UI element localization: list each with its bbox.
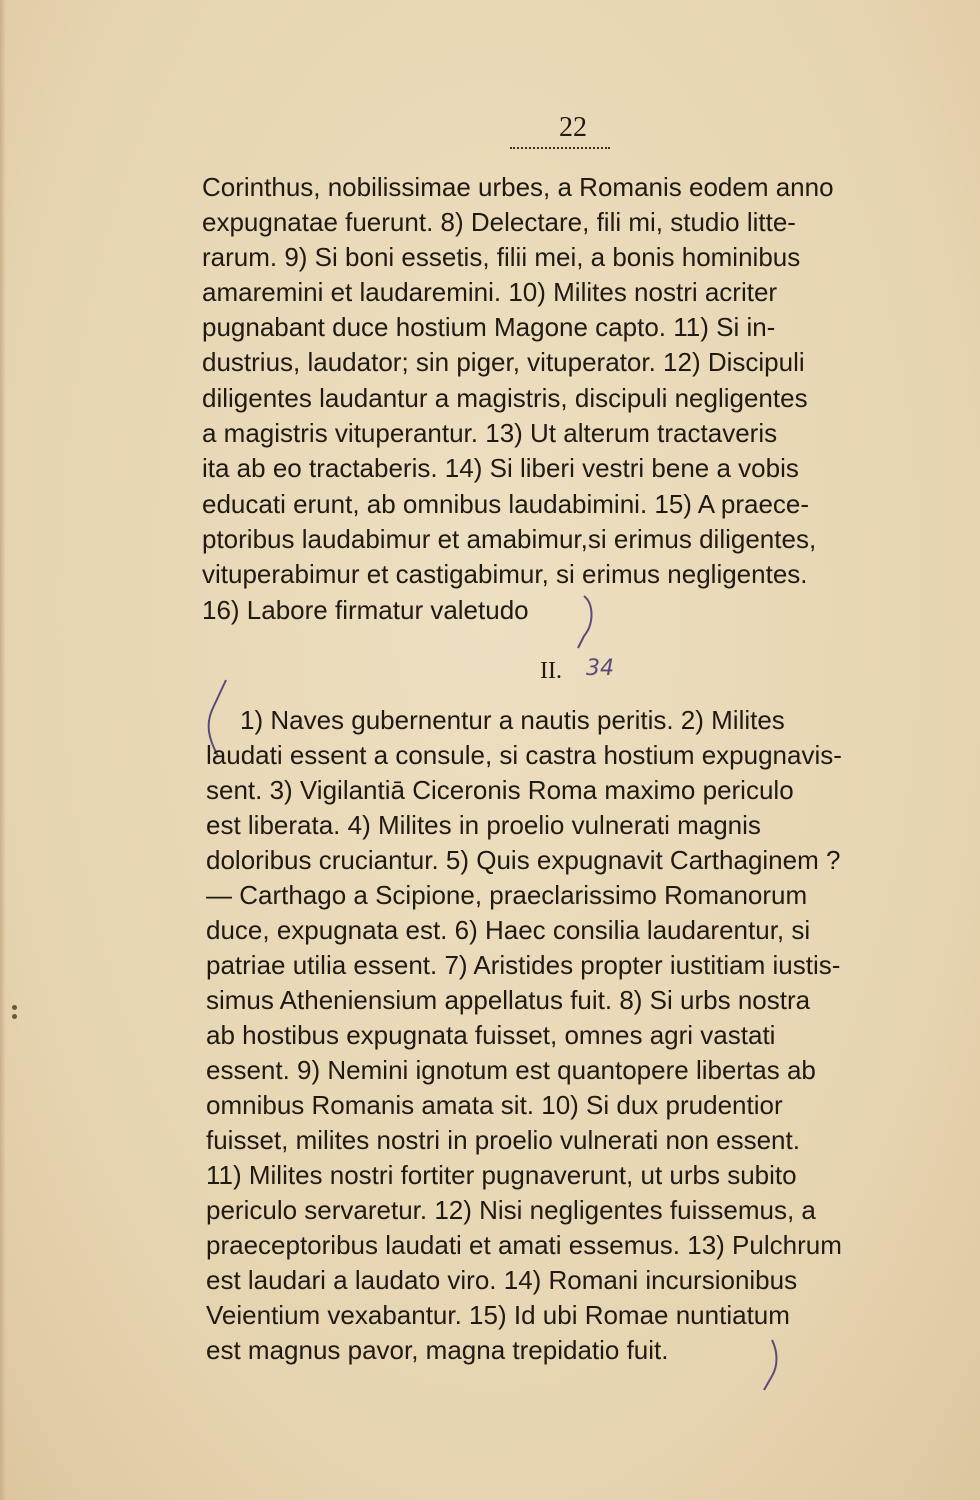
text-line: omnibus Romanis amata sit. 10) Si dux prudentior	[206, 1090, 783, 1120]
text-line: essent. 9) Nemini ignotum est quantopere libertas ab	[206, 1055, 816, 1085]
page-edge-shadow	[0, 0, 6, 1500]
text-line: dustrius, laudator; sin piger, vituperator. 12) Discipuli	[202, 347, 805, 377]
text-line: simus Atheniensium appellatus fuit. 8) Si urbs nostra	[206, 985, 811, 1015]
text-line: doloribus cruciantur. 5) Quis expugnavit Carthaginem ?	[206, 845, 841, 875]
text-line: fuisset, milites nostri in proelio vulnerati non essent.	[206, 1125, 800, 1155]
text-line: Veientium vexabantur. 15) Id ubi Romae nuntiatum	[206, 1300, 790, 1330]
page-number: 22	[559, 112, 587, 143]
text-line: est liberata. 4) Milites in proelio vulnerati magnis	[206, 810, 761, 840]
text-line: Corinthus, nobilissimae urbes, a Romanis eodem anno	[202, 172, 834, 202]
text-line: praeceptoribus laudati et amati essemus. 13) Pulchrum	[206, 1230, 842, 1260]
text-line: patriae utilia essent. 7) Aristides propter iustitiam iustis-	[206, 950, 841, 980]
text-line: vituperabimur et castigabimur, si erimus negligentes.	[202, 559, 808, 589]
text-line: ita ab eo tractaberis. 14) Si liberi vestri bene a vobis	[202, 453, 799, 483]
pencil-bracket-icon	[570, 590, 600, 650]
page-number-rule	[510, 147, 610, 149]
text-line: a magistris vituperantur. 13) Ut alterum tractaveris	[202, 418, 778, 448]
pencil-note: 34	[586, 656, 614, 681]
text-line: 11) Milites nostri fortiter pugnaverunt, ut urbs subito	[206, 1160, 797, 1190]
text-line: expugnatae fuerunt. 8) Delectare, fili mi, studio litte-	[202, 207, 796, 237]
text-line: periculo servaretur. 12) Nisi negligentes fuissemus, a	[206, 1195, 816, 1225]
text-line: 16) Labore firmatur valetudo	[202, 595, 529, 625]
text-line: sent. 3) Vigilantiā Ciceronis Roma maximo periculo	[206, 775, 794, 805]
text-line: est magnus pavor, magna trepidatio fuit.	[206, 1335, 669, 1365]
margin-mark	[12, 1005, 18, 1021]
text-line: diligentes laudantur a magistris, discipuli negligentes	[202, 383, 808, 413]
text-line: pugnabant duce hostium Magone capto. 11) Si in-	[202, 312, 776, 342]
text-line: est laudari a laudato viro. 14) Romani incursionibus	[206, 1265, 798, 1295]
text-line: duce, expugnata est. 6) Haec consilia laudarentur, si	[206, 915, 811, 945]
text-line: amaremini et laudaremini. 10) Milites nostri acriter	[202, 277, 778, 307]
text-line: — Carthago a Scipione, praeclarissimo Romanorum	[206, 880, 808, 910]
text-line: laudati essent a consule, si castra hostium expugnavis-	[206, 740, 842, 770]
text-line: ptoribus laudabimur et amabimur,si erimus diligentes,	[202, 524, 817, 554]
pencil-end-bracket-icon	[758, 1336, 788, 1396]
text-line: 1) Naves gubernentur a nautis peritis. 2) Milites	[240, 705, 785, 735]
text-line: educati erunt, ab omnibus laudabimini. 15) A praece-	[202, 489, 810, 519]
section-heading: II.	[540, 658, 562, 684]
text-line: ab hostibus expugnata fuisset, omnes agri vastati	[206, 1020, 776, 1050]
text-line: rarum. 9) Si boni essetis, filii mei, a bonis hominibus	[202, 242, 801, 272]
